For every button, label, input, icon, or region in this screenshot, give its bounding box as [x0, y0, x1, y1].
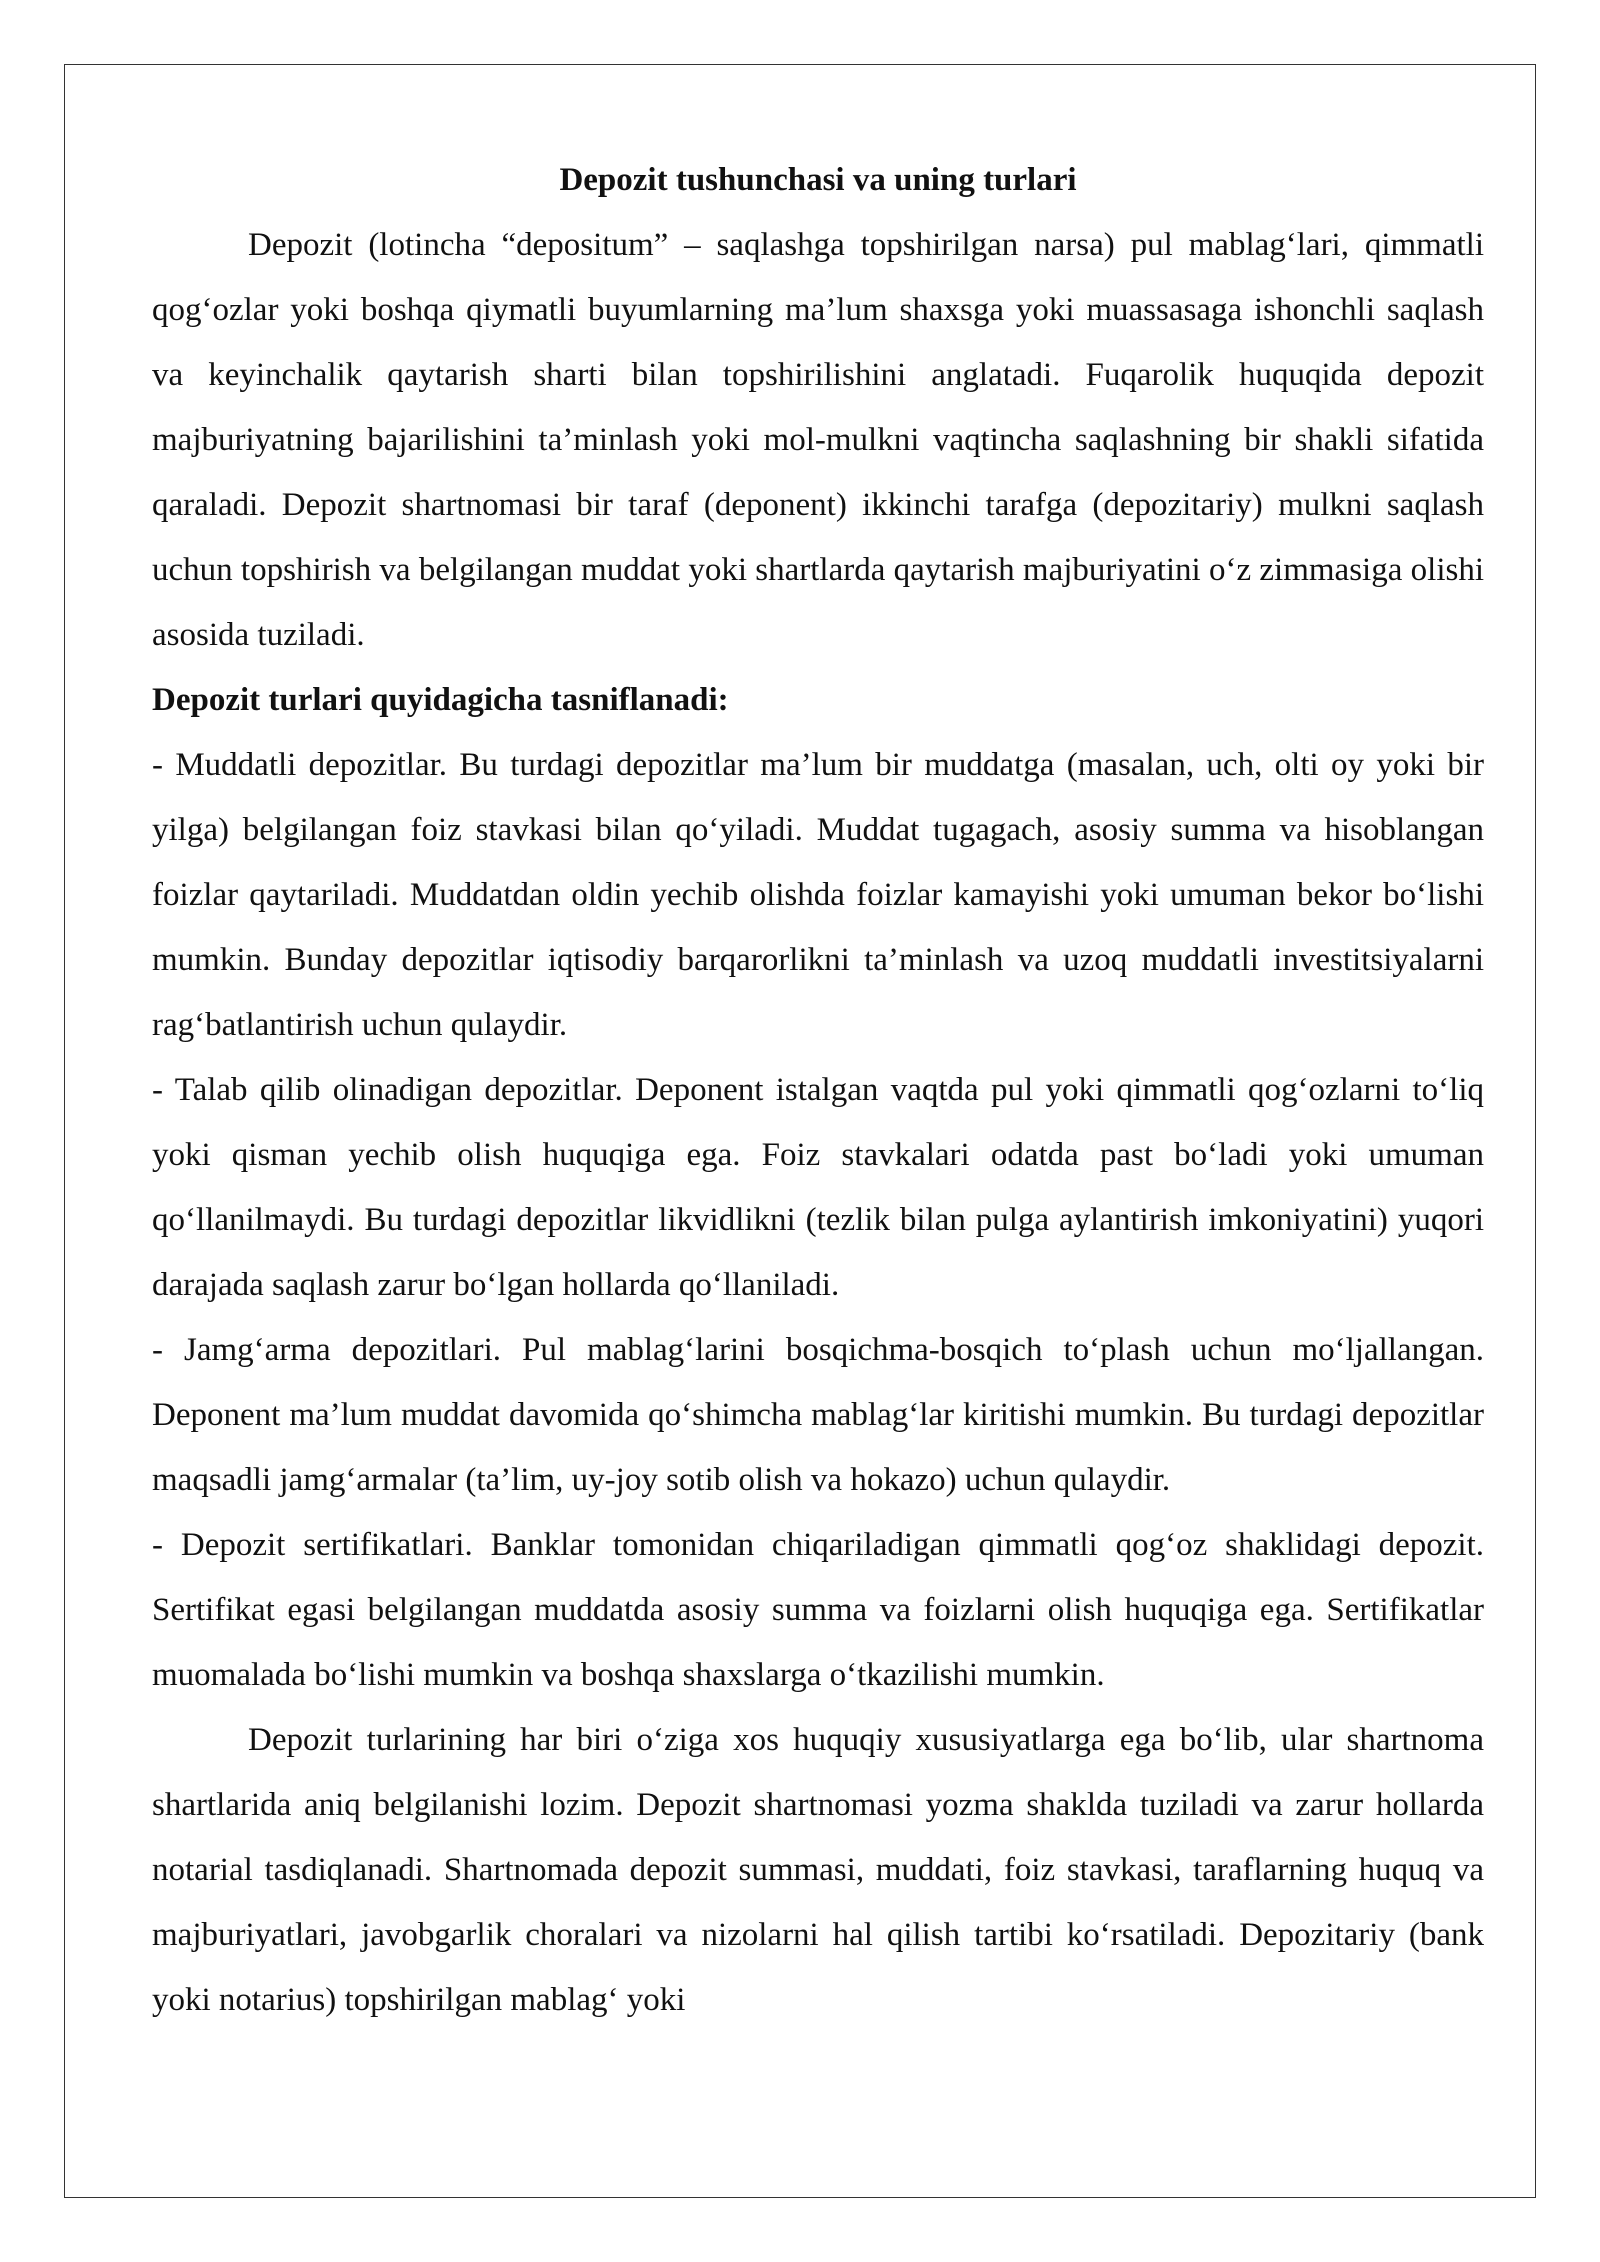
closing-paragraph: Depozit turlarining har biri o‘ziga xos huquqiy xususiyatlarga ega bo‘lib, ular shartnoma shartlarida aniq belgilanishi lozim. Depozit shartnomasi yozma shaklda tuziladi va zarur hollarda notarial tasdiqlanadi. Shartnomada depozit summasi, muddati, foiz stavkasi, taraflarning huquq va majburiyatlari, javobgarlik choralari va nizolarni hal qilish tartibi ko‘rsatiladi. Depozitariy (bank yoki notarius) topshirilgan mablag‘ yoki [152, 1722, 1484, 2018]
type-paragraph-term: - Muddatli depozitlar. Bu turdagi depozitlar ma’lum bir muddatga (masalan, uch, olti oy yoki bir yilga) belgilangan foiz stavkasi bilan qo‘yiladi. Muddat tugagach, asosiy summa va hisoblangan foizlar qaytariladi. Muddatdan oldin yechib olishda foizlar kamayishi yoki umuman bekor bo‘lishi mumkin. Bunday depozitlar iqtisodiy barqarorlikni ta’minlash va uzoq muddatli investitsiyalarni rag‘batlantirish uchun qulaydir. [152, 747, 1484, 1043]
type-paragraph-demand: - Talab qilib olinadigan depozitlar. Deponent istalgan vaqtda pul yoki qimmatli qog‘ozlarni to‘liq yoki qisman yechib olish huquqiga ega. Foiz stavkalari odatda past bo‘ladi yoki umuman qo‘llanilmaydi. Bu turdagi depozitlar likvidlikni (tezlik bilan pulga aylantirish imkoniyatini) yuqori darajada saqlash zarur bo‘lgan hollarda qo‘llaniladi. [152, 1072, 1484, 1303]
types-heading: Depozit turlari quyidagicha tasniflanadi: [152, 682, 729, 718]
intro-paragraph: Depozit (lotincha “depositum” – saqlashga topshirilgan narsa) pul mablag‘lari, qimmatli qog‘ozlar yoki boshqa qiymatli buyumlarning ma’lum shaxsga yoki muassasaga ishonchli saqlash va keyinchalik qaytarish sharti bilan topshirilishini anglatadi. Fuqarolik huquqida depozit majburiyatning bajarilishini ta’minlash yoki mol-mulkni vaqtincha saqlashning bir shakli sifatida qaraladi. Depozit shartnomasi bir taraf (deponent) ikkinchi tarafga (depozitariy) mulkni saqlash uchun topshirish va belgilangan muddat yoki shartlarda qaytarish majburiyatini o‘z zimmasiga olishi asosida tuziladi. [152, 227, 1484, 653]
type-paragraph-savings: - Jamg‘arma depozitlari. Pul mablag‘larini bosqichma-bosqich to‘plash uchun mo‘ljallangan. Deponent ma’lum muddat davomida qo‘shimcha mablag‘lar kiritishi mumkin. Bu turdagi depozitlar maqsadli jamg‘armalar (ta’lim, uy-joy sotib olish va hokazo) uchun qulaydir. [152, 1332, 1484, 1498]
type-paragraph-certificates: - Depozit sertifikatlari. Banklar tomonidan chiqariladigan qimmatli qog‘oz shaklidagi depozit. Sertifikat egasi belgilangan muddatda asosiy summa va foizlarni olish huquqiga ega. Sertifikatlar muomalada bo‘lishi mumkin va boshqa shaxslarga o‘tkazilishi mumkin. [152, 1527, 1484, 1693]
document-body [152, 148, 1484, 2033]
document-title: Depozit tushunchasi va uning turlari [559, 162, 1077, 198]
